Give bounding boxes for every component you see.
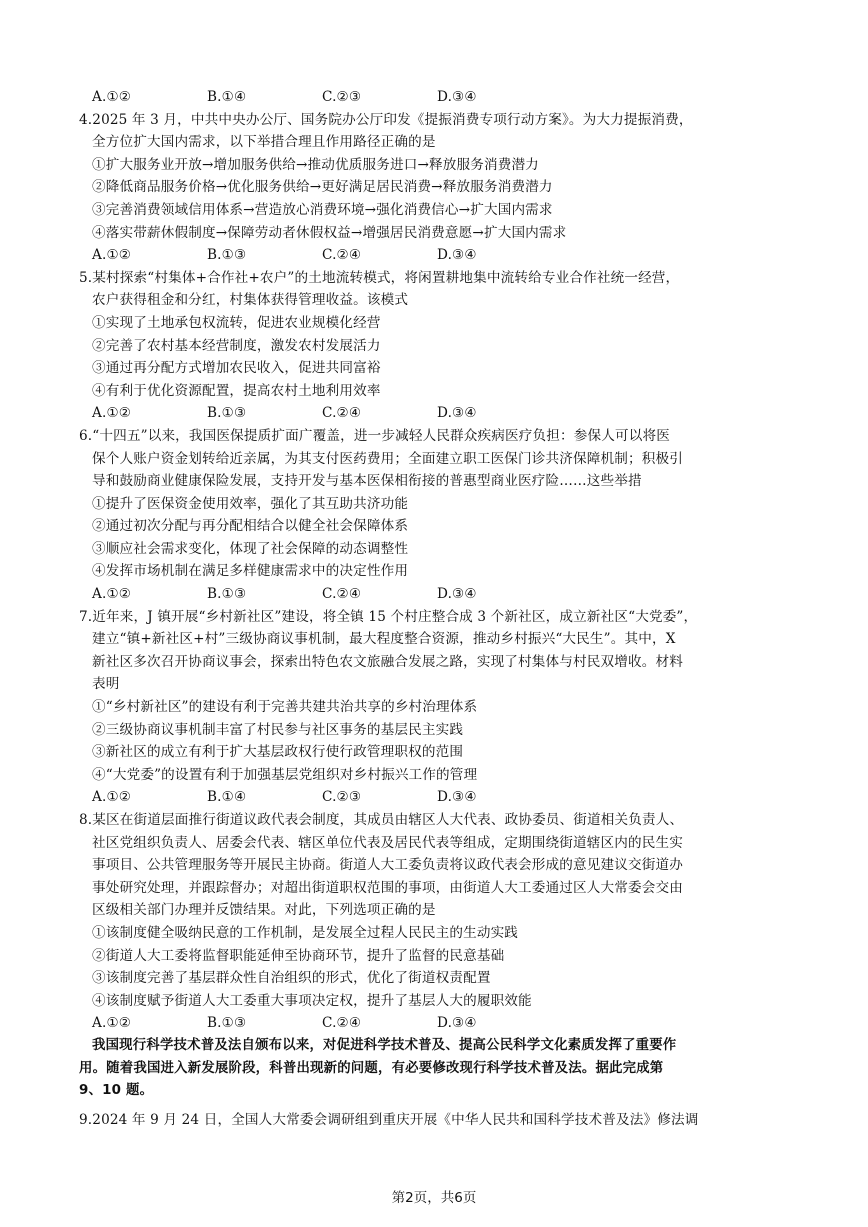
q6-stem-line-3: 导和鼓励商业健康保险发展，支持开发与基本医保相衔接的普惠型商业医疗险……这些举措 (92, 473, 642, 490)
q6-options (92, 583, 782, 606)
question-6 (79, 425, 782, 606)
q4-item-4: ④落实带薪休假制度→保障劳动者休假权益→增强居民消费意愿→扩大国内需求 (92, 224, 567, 241)
q8-item-2: ②街道人大工委将监督职能延伸至协商环节，提升了监督的民意基础 (92, 947, 505, 964)
q4-options (92, 244, 782, 267)
intro-line-3: 9、10 题。 (79, 1083, 154, 1099)
q7-stem-line-3: 新社区多次召开协商议事会，探索出特色农文旅融合发展之路，实现了村集体与村民双增收。材料 (92, 653, 683, 670)
q5-item-2: ②完善了农村基本经营制度，激发农村发展活力 (92, 337, 381, 354)
page-number-footer: 第2页，共6页 (391, 1190, 477, 1206)
q7-stem-line-1: 7.近年来，J 镇开展“乡村新社区”建设，将全镇 15 个村庄整合成 3 个新社区，成立新社区“大党委”， (79, 608, 698, 625)
option-a: A.①② (92, 89, 132, 105)
q5-item-3: ③通过再分配方式增加农民收入，促进共同富裕 (92, 360, 381, 377)
q7-stem-line-2: 建立“镇+新社区+村”三级协商议事机制，最大程度整合资源，推动乡村振兴“大民生”。其中，X (92, 631, 676, 648)
option-b: B.①④ (207, 789, 247, 806)
option-a: A.①② (92, 789, 132, 806)
q3-options (92, 86, 782, 109)
q5-stem-line-2: 农户获得租金和分红，村集体获得管理收益。该模式 (92, 292, 409, 309)
question-9 (79, 1109, 782, 1132)
q8-item-3: ③该制度完善了基层群众性自治组织的形式，优化了街道权责配置 (92, 970, 491, 987)
option-c: C.②③ (322, 89, 362, 105)
q5-stem-line-1: 5.某村探索“村集体+合作社+农户”的土地流转模式，将闲置耕地集中流转给专业合作社统一经营， (79, 269, 680, 286)
q7-item-4: ④“大党委”的设置有利于加强基层党组织对乡村振兴工作的管理 (92, 766, 478, 783)
question-8 (79, 809, 782, 1035)
option-c: C.②④ (322, 405, 362, 422)
q7-item-3: ③新社区的成立有利于扩大基层政权行使行政管理职权的范围 (92, 744, 464, 761)
option-d: D.③④ (437, 1015, 477, 1032)
option-b: B.①④ (207, 89, 247, 105)
q8-stem-line-5: 区级相关部门办理并反馈结果。对此，下列选项正确的是 (92, 902, 436, 919)
q6-stem-line-2: 保个人账户资金划转给近亲属，为其支付医药费用；全面建立职工医保门诊共济保障机制；积极引 (92, 450, 683, 467)
q4-item-3: ③完善消费领域信用体系→营造放心消费环境→强化消费信心→扩大国内需求 (92, 201, 553, 218)
intro-line-1: 我国现行科学技术普及法自颁布以来，对促进科学技术普及、提高公民科学文化素质发挥了重要作 (92, 1037, 677, 1053)
q7-stem-line-4: 表明 (92, 676, 120, 693)
q9-10-intro (79, 1035, 782, 1103)
option-b: B.①③ (207, 1015, 247, 1032)
q8-item-1: ①该制度健全吸纳民意的工作机制，是发展全过程人民民主的生动实践 (92, 924, 519, 941)
question-7 (79, 606, 782, 809)
option-b: B.①③ (207, 586, 247, 603)
q7-item-1: ①“乡村新社区”的建设有利于完善共建共治共享的乡村治理体系 (92, 699, 478, 716)
option-d: D.③④ (437, 89, 477, 105)
question-4 (79, 109, 782, 267)
q8-stem-line-2: 社区党组织负责人、居委会代表、辖区单位代表及居民代表等组成，定期围绕街道辖区内的民生实 (92, 834, 683, 851)
q8-stem-line-1: 8.某区在街道层面推行街道议政代表会制度，其成员由辖区人大代表、政协委员、街道相关负责人、 (79, 812, 684, 828)
option-a: A.①② (92, 586, 132, 603)
option-a: A.①② (92, 247, 132, 264)
q4-item-1: ①扩大服务业开放→增加服务供给→推动优质服务进口→释放服务消费潜力 (92, 156, 539, 173)
option-c: C.②④ (322, 586, 362, 603)
q8-options (92, 1012, 782, 1035)
q7-item-2: ②三级协商议事机制丰富了村民参与社区事务的基层民主实践 (92, 721, 464, 738)
q4-stem-line-2: 全方位扩大国内需求，以下举措合理且作用路径正确的是 (92, 134, 436, 151)
option-d: D.③④ (437, 405, 477, 422)
q5-options (92, 402, 782, 425)
q6-item-3: ③顺应社会需求变化，体现了社会保障的动态调整性 (92, 540, 409, 557)
option-c: C.②④ (322, 247, 362, 264)
q6-item-4: ④发挥市场机制在满足多样健康需求中的决定性作用 (92, 563, 409, 580)
q4-stem-line-1: 4.2025 年 3 月，中共中央办公厅、国务院办公厅印发《提振消费专项行动方案》。为大力提振消费， (79, 111, 693, 128)
option-b: B.①③ (207, 405, 247, 422)
option-a: A.①② (92, 405, 132, 422)
q8-stem-line-4: 事处研究处理，并跟踪督办；对超出街道职权范围的事项，由街道人大工委通过区人大常委会交由 (92, 879, 683, 896)
option-a: A.①② (92, 1015, 132, 1032)
question-5 (79, 267, 782, 425)
option-d: D.③④ (437, 247, 477, 264)
q6-item-1: ①提升了医保资金使用效率，强化了其互助共济功能 (92, 495, 409, 512)
option-d: D.③④ (437, 789, 477, 806)
option-d: D.③④ (437, 586, 477, 603)
q4-item-2: ②降低商品服务价格→优化服务供给→更好满足居民消费→释放服务消费潜力 (92, 179, 553, 196)
q6-item-2: ②通过初次分配与再分配相结合以健全社会保障体系 (92, 518, 409, 535)
q8-item-4: ④该制度赋予街道人大工委重大事项决定权，提升了基层人大的履职效能 (92, 992, 532, 1009)
intro-line-2: 用。随着我国进入新发展阶段，科普出现新的问题，有必要修改现行科学技术普及法。据此完成第 (79, 1060, 664, 1076)
q7-options (92, 786, 782, 809)
option-c: C.②④ (322, 1015, 362, 1032)
q6-stem-line-1: 6.“十四五”以来，我国医保提质扩面广覆盖，进一步减轻人民群众疾病医疗负担：参保人可以将医 (79, 427, 670, 444)
q5-item-1: ①实现了土地承包权流转，促进农业规模化经营 (92, 314, 381, 331)
q9-stem-line-1: 9.2024 年 9 月 24 日，全国人大常委会调研组到重庆开展《中华人民共和国科学技术普及法》修法调 (79, 1111, 699, 1128)
option-b: B.①③ (207, 247, 247, 264)
page-content (79, 86, 782, 1131)
q5-item-4: ④有利于优化资源配置，提高农村土地利用效率 (92, 382, 381, 399)
q8-stem-line-3: 事项目、公共管理服务等开展民主协商。街道人大工委负责将议政代表会形成的意见建议交街道办 (92, 857, 683, 874)
option-c: C.②③ (322, 789, 362, 806)
